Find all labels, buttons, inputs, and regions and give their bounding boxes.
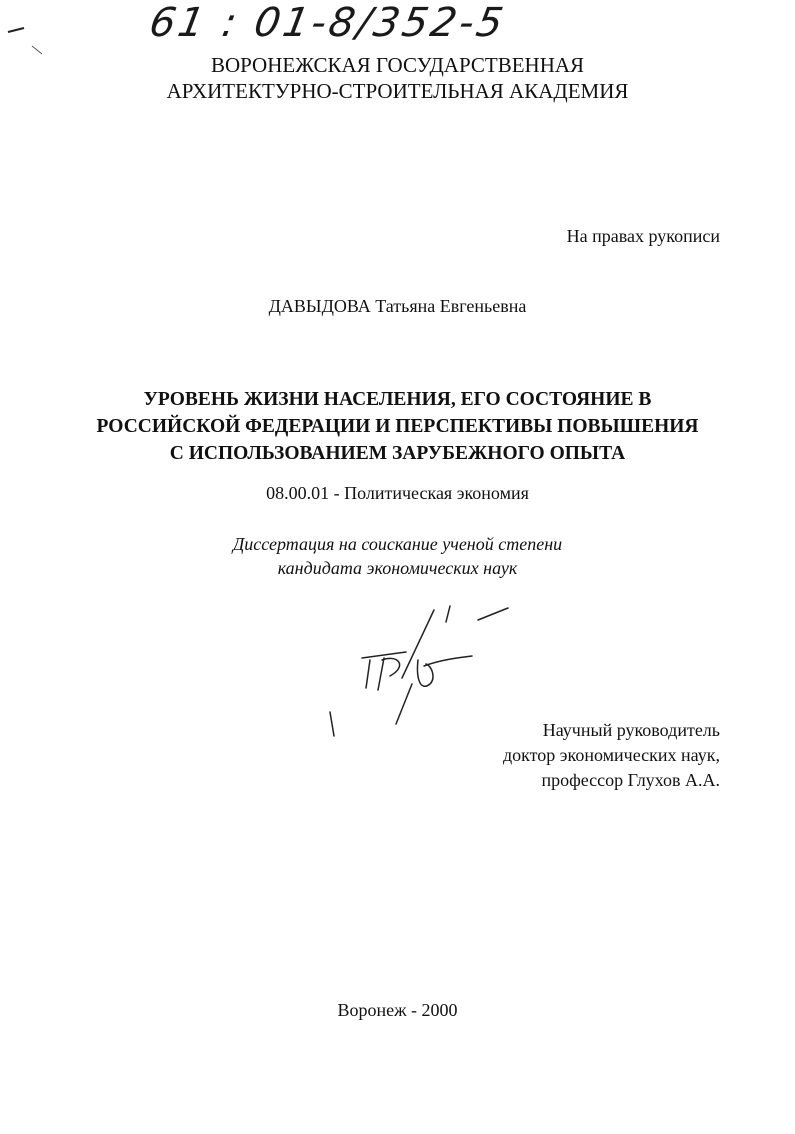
specialty-code: 08.00.01 - Политическая экономия (266, 483, 529, 503)
institution-header (0, 52, 795, 104)
title-line-1: УРОВЕНЬ ЖИЗНИ НАСЕЛЕНИЯ, ЕГО СОСТОЯНИЕ В (143, 389, 652, 410)
manuscript-rights: На правах рукописи (566, 226, 720, 246)
supervisor-role: Научный руководитель (542, 720, 720, 740)
title-line-3: С ИСПОЛЬЗОВАНИЕМ ЗАРУБЕЖНОГО ОПЫТА (169, 443, 626, 464)
supervisor-name: профессор Глухов А.А. (541, 770, 720, 790)
supervisor-block (470, 718, 720, 793)
city-year: Воронеж - 2000 (337, 1000, 458, 1020)
dissertation-title (0, 386, 795, 467)
archive-number: 61 : 01-8/352-5 (145, 0, 510, 46)
degree-line-1: Диссертация на соискание ученой степени (232, 534, 563, 554)
degree-statement (0, 532, 795, 580)
author-name: ДАВЫДОВА Татьяна Евгеньевна (268, 296, 527, 316)
institution-line-2: АРХИТЕКТУРНО-СТРОИТЕЛЬНАЯ АКАДЕМИЯ (166, 79, 629, 103)
institution-line-1: ВОРОНЕЖСКАЯ ГОСУДАРСТВЕННАЯ (210, 53, 585, 77)
supervisor-degree: доктор экономических наук, (503, 745, 720, 765)
degree-line-2: кандидата экономических наук (277, 558, 518, 578)
title-line-2: РОССИЙСКОЙ ФЕДЕРАЦИИ И ПЕРСПЕКТИВЫ ПОВЫШЕНИЯ (96, 416, 699, 437)
margin-mark-icon (6, 16, 46, 56)
